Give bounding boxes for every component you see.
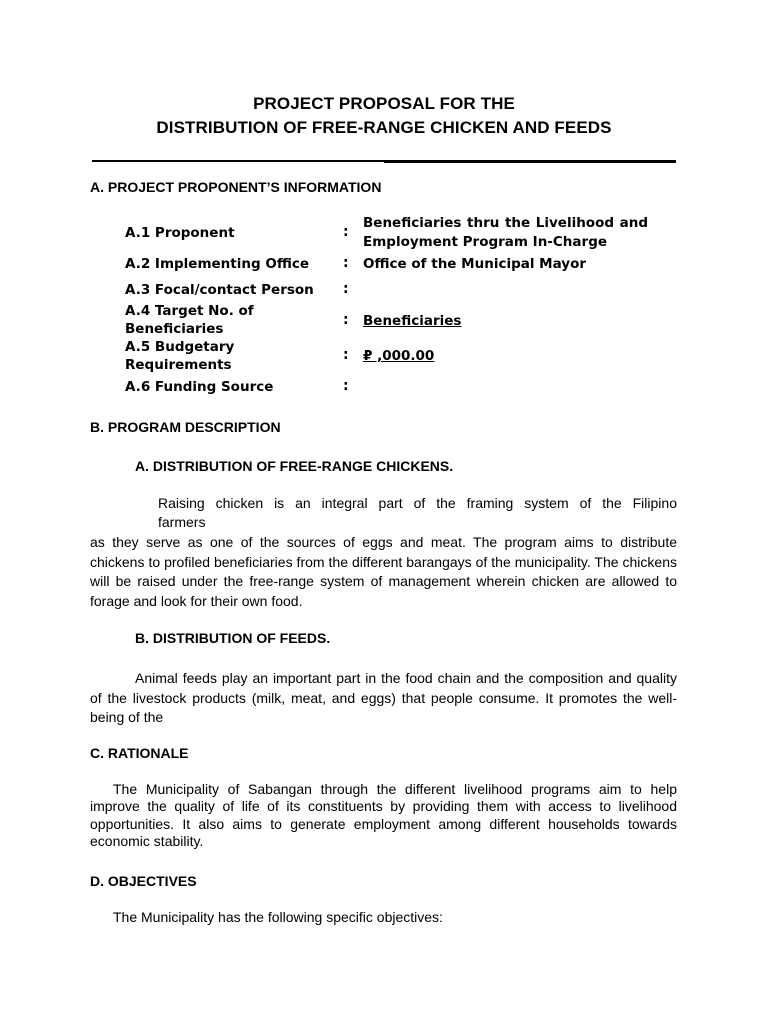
section-d-heading: D. OBJECTIVES bbox=[90, 873, 197, 889]
label-contact-person: A.3 Focal/contact Person bbox=[125, 282, 314, 298]
section-c-heading: C. RATIONALE bbox=[90, 745, 189, 761]
label-budgetary-line-1: A.5 Budgetary bbox=[125, 339, 235, 355]
section-b-heading: B. PROGRAM DESCRIPTION bbox=[90, 419, 281, 435]
label-budgetary-line-2: Requirements bbox=[125, 357, 232, 373]
chickens-paragraph-line-2: farmers bbox=[158, 514, 206, 530]
chickens-paragraph-line-1: Raising chicken is an integral part of the framing system of the Filipino bbox=[158, 495, 677, 511]
label-target-beneficiaries-line-2: Beneficiaries bbox=[125, 321, 224, 337]
colon-proponent: : bbox=[343, 224, 349, 240]
value-target-beneficiaries: Beneficiaries bbox=[363, 313, 462, 329]
label-target-beneficiaries-line-1: A.4 Target No. of bbox=[125, 303, 254, 319]
colon-funding-source: : bbox=[343, 378, 349, 394]
objectives-intro: The Municipality has the following specific objectives: bbox=[113, 909, 443, 925]
feeds-paragraph: Animal feeds play an important part in the food chain and the composition and quality of the livestock products (milk, meat, and eggs) that people consume. It promotes the well-being of the bbox=[90, 670, 677, 725]
chickens-paragraph-body: as they serve as one of the sources of eggs and meat. The program aims to distribute chickens to profiled beneficiaries from the different barangays of the municipality. The chickens will be raised under the free-range system of management wherein chicken are allowed to forage and look for their own food. bbox=[90, 534, 677, 609]
label-implementing-office: A.2 Implementing Office bbox=[125, 256, 310, 272]
colon-budgetary: : bbox=[343, 347, 349, 363]
section-a-heading: A. PROJECT PROPONENT’S INFORMATION bbox=[90, 179, 382, 195]
colon-contact-person: : bbox=[343, 281, 349, 297]
value-budgetary: ₽ ,000.00 bbox=[363, 348, 435, 364]
title-underline-thick bbox=[384, 160, 676, 163]
document-title-line-2: DISTRIBUTION OF FREE-RANGE CHICKEN AND FEEDS bbox=[156, 118, 612, 137]
value-proponent-line-2: Employment Program In-Charge bbox=[363, 234, 608, 250]
colon-implementing-office: : bbox=[343, 255, 349, 271]
colon-target-beneficiaries: : bbox=[343, 312, 349, 328]
document-title-line-1: PROJECT PROPOSAL FOR THE bbox=[253, 94, 515, 113]
value-proponent-line-1: Beneficiaries thru the Livelihood and bbox=[363, 215, 648, 231]
label-proponent: A.1 Proponent bbox=[125, 225, 235, 241]
label-funding-source: A.6 Funding Source bbox=[125, 379, 274, 395]
subsection-chickens-heading: A. DISTRIBUTION OF FREE-RANGE CHICKENS. bbox=[135, 458, 454, 474]
rationale-paragraph: The Municipality of Sabangan through the different livelihood programs aim to help improve the quality of life of its constituents by providing them with access to livelihood opportunities. It also aims to generate employment among different households towards economic stability. bbox=[90, 781, 677, 849]
subsection-feeds-heading: B. DISTRIBUTION OF FEEDS. bbox=[135, 630, 331, 646]
value-implementing-office: Office of the Municipal Mayor bbox=[363, 256, 587, 272]
